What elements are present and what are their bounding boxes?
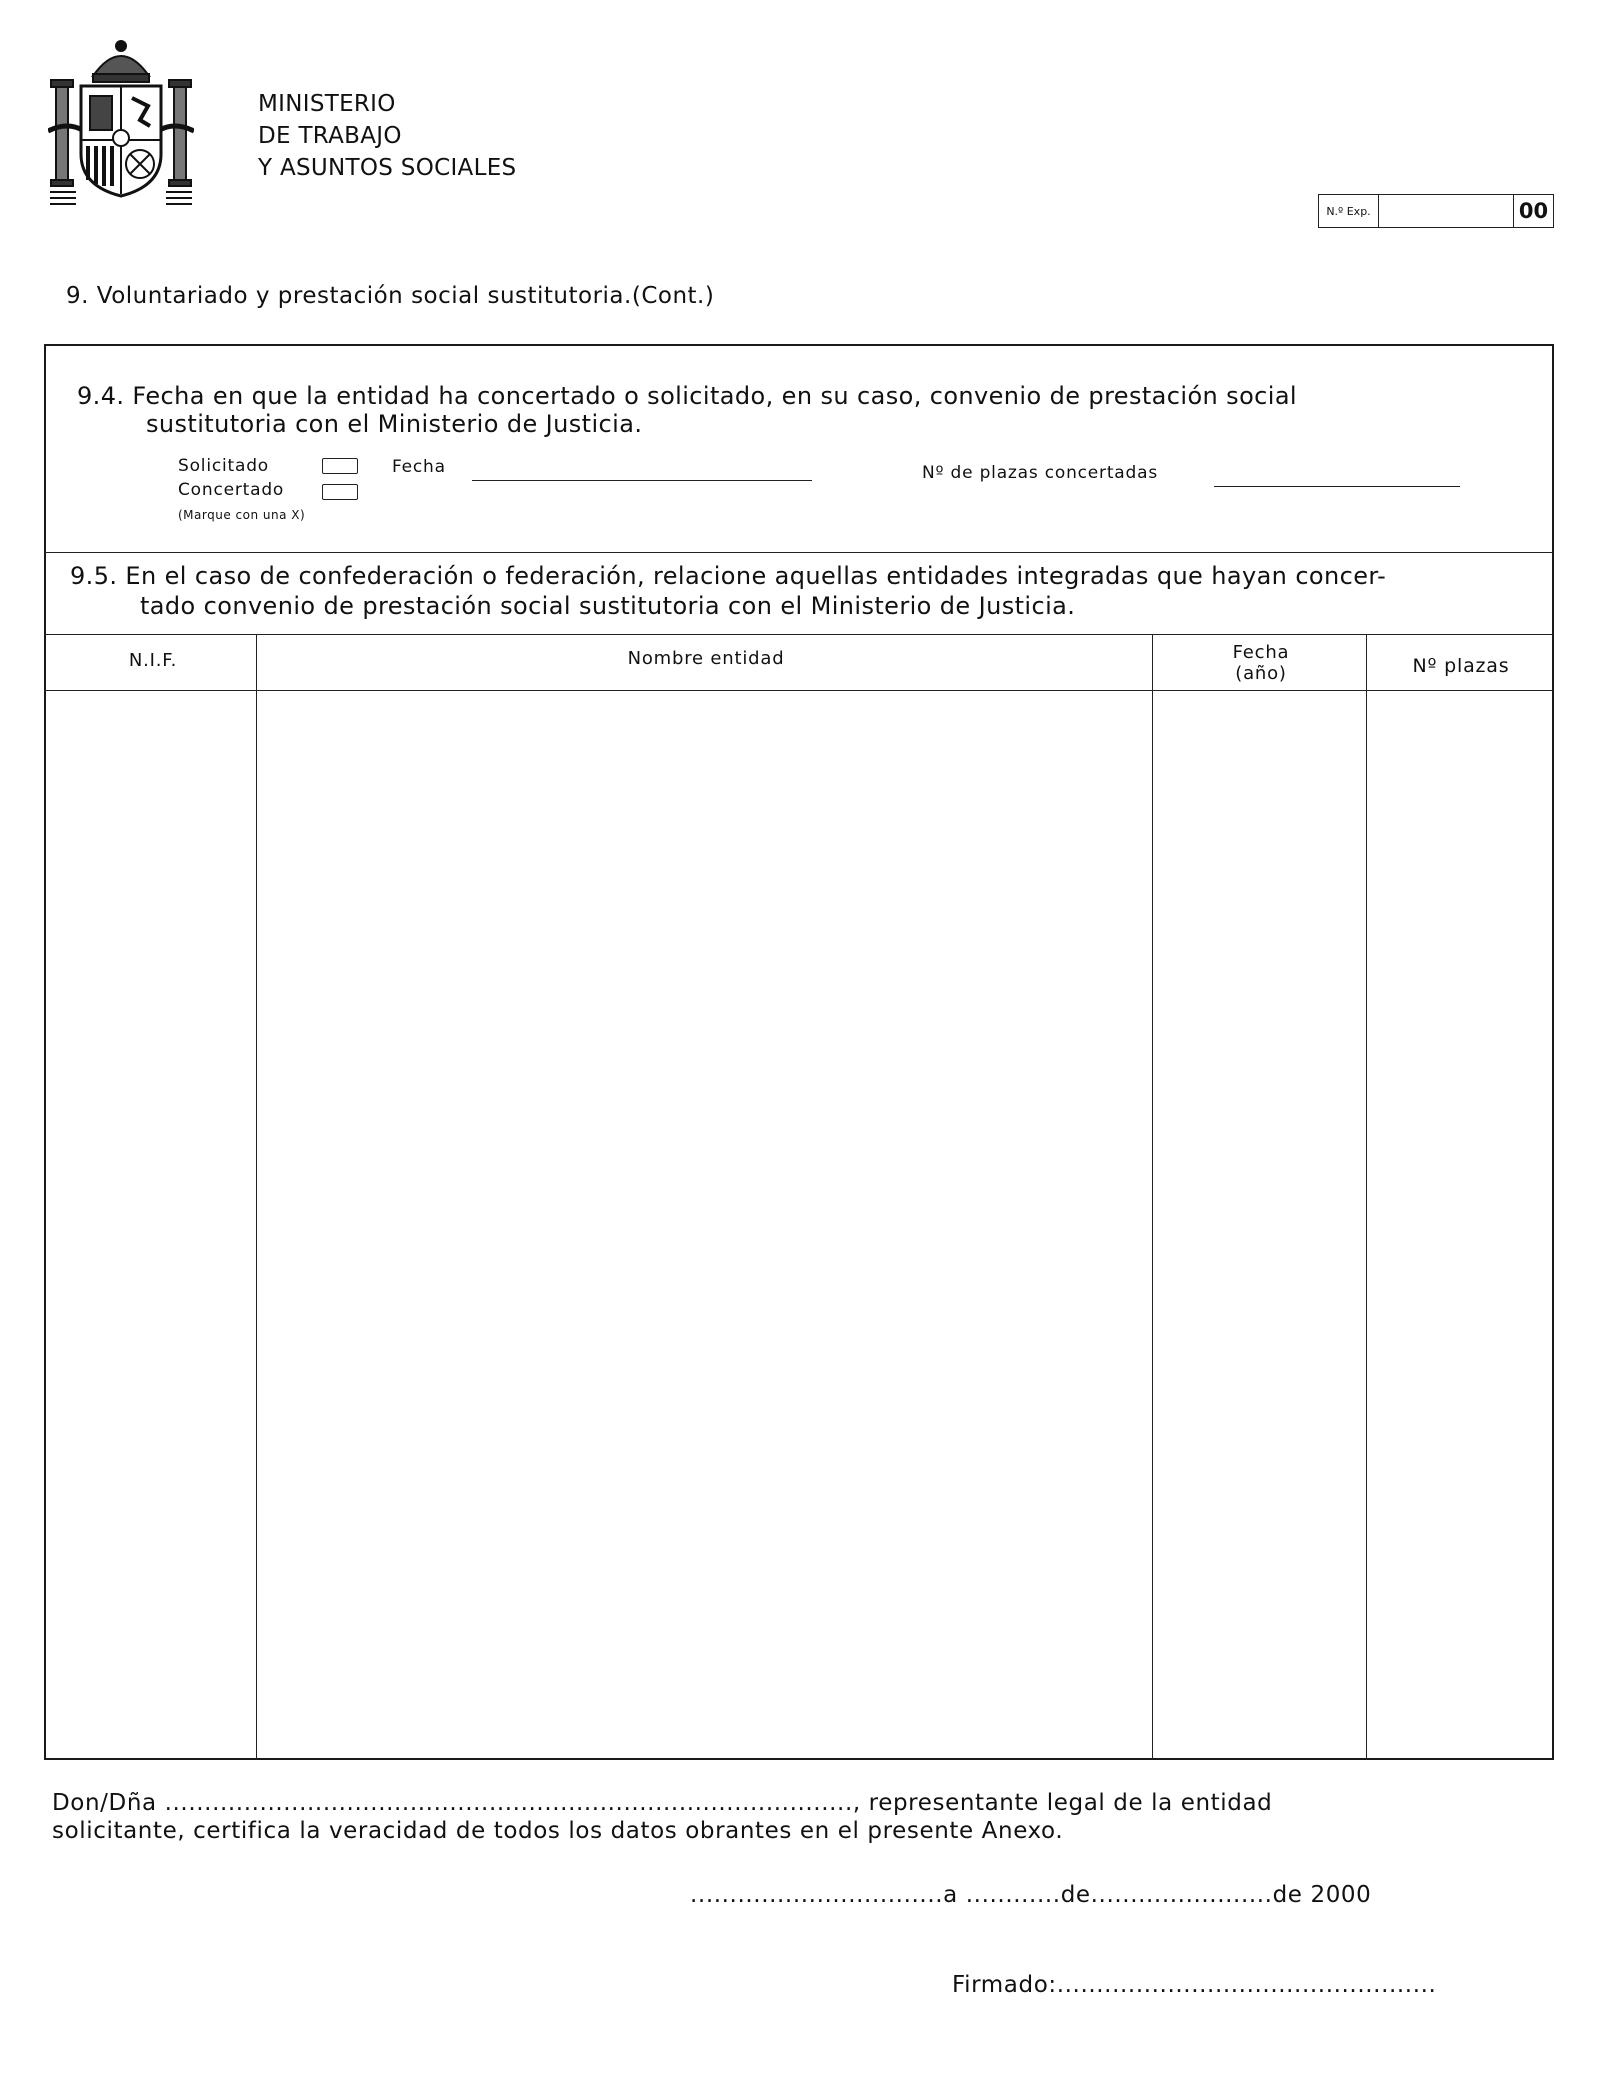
column-divider <box>1152 634 1153 1760</box>
fecha-label: Fecha <box>392 457 446 477</box>
mark-instruction-note: (Marque con una X) <box>178 508 306 522</box>
column-header-nombre-entidad: Nombre entidad <box>627 648 785 669</box>
solicitado-checkbox[interactable] <box>322 458 358 474</box>
solicitado-label: Solicitado <box>178 456 269 476</box>
concertado-checkbox[interactable] <box>322 484 358 500</box>
ministry-line-1: MINISTERIO <box>258 91 396 117</box>
form-frame <box>44 344 1554 1760</box>
certification-line-2: solicitante, certifica la veracidad de todos los datos obrantes en el presente Anexo. <box>52 1818 1064 1844</box>
signature-line: Firmado:................................................ <box>952 1972 1437 1998</box>
fecha-input-line[interactable] <box>472 480 812 481</box>
table-header-rule <box>44 690 1554 691</box>
certification-line-1: Don/Dña ......................................................................................., representante legal de la entidad <box>52 1790 1273 1816</box>
section-title: 9. Voluntariado y prestación social sustitutoria.(Cont.) <box>66 283 715 309</box>
ministry-line-2: DE TRABAJO <box>258 123 402 149</box>
expedient-label: N.º Exp. <box>1319 195 1379 227</box>
section-divider <box>44 552 1554 553</box>
question-9-4-line-2: sustitutoria con el Ministerio de Justicia. <box>146 410 643 438</box>
question-9-5-line-2: tado convenio de prestación social sustitutoria con el Ministerio de Justicia. <box>140 592 1076 620</box>
expedient-number-field[interactable] <box>1318 194 1554 228</box>
plazas-concertadas-label: Nº de plazas concertadas <box>922 463 1158 483</box>
coat-of-arms-seal <box>48 36 194 206</box>
column-header-fecha <box>1154 642 1368 684</box>
column-header-fecha-line-2: (año) <box>1235 663 1287 684</box>
column-header-plazas: Nº plazas <box>1412 655 1510 677</box>
column-divider <box>256 634 257 1760</box>
column-divider <box>1366 634 1367 1760</box>
column-header-fecha-line-1: Fecha <box>1232 642 1290 663</box>
question-9-4-line-1: 9.4. Fecha en que la entidad ha concertado o solicitado, en su caso, convenio de prestación social <box>77 382 1298 410</box>
ministry-line-3: Y ASUNTOS SOCIALES <box>258 155 517 181</box>
ministry-name <box>258 88 516 184</box>
table-top-rule <box>44 634 1554 635</box>
expedient-code: 00 <box>1513 195 1553 227</box>
concertado-label: Concertado <box>178 480 285 500</box>
question-9-5-line-1: 9.5. En el caso de confederación o federación, relacione aquellas entidades integradas que hayan concer- <box>70 562 1387 590</box>
place-date-line: ................................a ............de.......................de 2000 <box>690 1882 1372 1908</box>
plazas-concertadas-input-line[interactable] <box>1214 486 1460 487</box>
column-header-nif: N.I.F. <box>128 650 178 671</box>
